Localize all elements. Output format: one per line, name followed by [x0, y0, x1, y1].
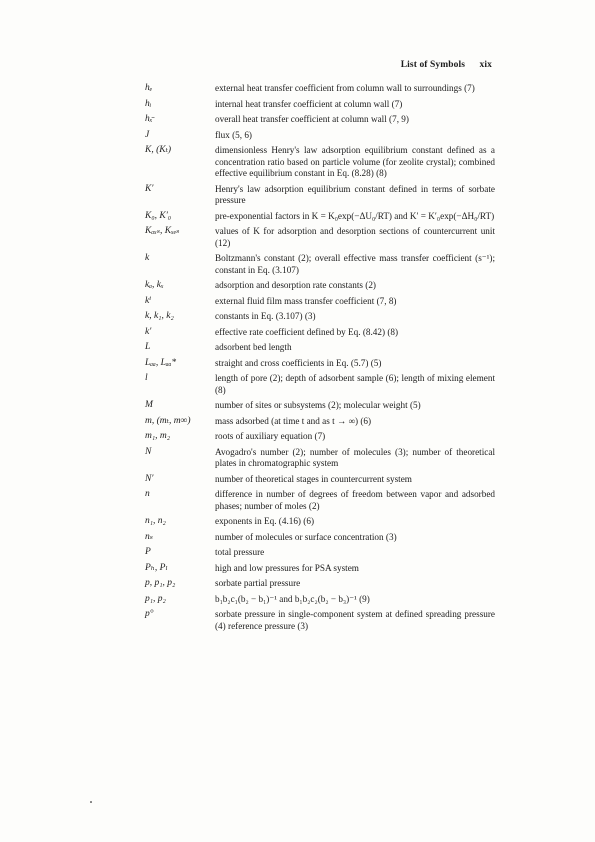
definition: number of molecules or surface concentration (3)	[215, 531, 397, 542]
symbol: K₀, K′₀	[145, 210, 172, 221]
definition: external heat transfer coefficient from column wall to surroundings (7)	[215, 83, 475, 93]
symbol-entry	[145, 130, 495, 142]
symbol-entry	[145, 609, 495, 632]
symbol: K′	[145, 183, 154, 194]
symbol-entry	[145, 416, 495, 428]
definition: length of pore (2); depth of adsorbent sample (6); length of mixing element (8)	[215, 373, 495, 395]
running-head-title: List of Symbols	[400, 60, 466, 70]
definition: values of K for adsorption and desorption sections of countercurrent unit (12)	[215, 226, 495, 248]
symbol: hₓ̵	[145, 114, 153, 124]
definition: difference in number of degrees of freedom between vapor and adsorbed phases; number of moles (2)	[215, 489, 495, 511]
definition: b₁b₂c₁(b₂ − b₁)⁻¹ and b₁b₂c₂(b₂ − b₃)⁻¹ (9)	[215, 593, 370, 604]
symbol-entry	[145, 431, 495, 443]
symbol-entry	[145, 532, 495, 544]
symbol: kₐ, kₓ	[145, 280, 164, 290]
symbol: n	[145, 489, 150, 499]
symbol: p°	[145, 609, 154, 619]
symbol-entry	[145, 145, 495, 180]
definition: sorbate partial pressure	[215, 578, 301, 588]
definition: internal heat transfer coefficient at column wall (7)	[215, 98, 403, 109]
symbol: kⁱ	[145, 295, 152, 306]
symbol: J	[145, 129, 150, 140]
definition: high and low pressures for PSA system	[215, 562, 359, 573]
symbol: m, (mₜ, m∞)	[145, 415, 191, 426]
definition: dimensionless Henry's law adsorption equilibrium constant defined as a concentration ratio based on particle volume (for zeolite crystal); combined effective equilibrium constant in Eq. (8.28) (8)	[215, 145, 495, 178]
symbol: L	[145, 342, 151, 352]
symbol-entry	[145, 474, 495, 486]
symbol-entry	[145, 114, 495, 126]
page-number: xix	[479, 60, 492, 70]
symbol: N	[145, 446, 152, 457]
symbol-entry	[145, 516, 495, 528]
definition: pre-exponential factors in K = K₀exp(−ΔU₀/RT) and K′ = K′₀exp(−ΔH₀/RT)	[215, 210, 495, 221]
symbol-entry	[145, 489, 495, 512]
running-head	[140, 60, 492, 70]
definition: flux (5, 6)	[215, 129, 252, 140]
symbol: M	[145, 400, 153, 410]
symbol: Pₕ, Pₗ	[145, 562, 168, 573]
symbol-entry	[145, 594, 495, 606]
definition: overall heat transfer coefficient at column wall (7, 9)	[215, 114, 409, 124]
symbol: k′	[145, 326, 152, 337]
symbol-entry	[145, 311, 495, 323]
symbol: n₁, n₂	[145, 516, 166, 526]
definition: adsorption and desorption rate constants (2)	[215, 280, 376, 290]
definition: external fluid film mass transfer coefficient (7, 8)	[215, 295, 397, 306]
definition: roots of auxiliary equation (7)	[215, 431, 326, 441]
symbol-entry	[145, 400, 495, 412]
symbol: N′	[145, 473, 154, 484]
symbol: K, (Kₜ)	[145, 145, 172, 155]
symbol: k, k₁, k₂	[145, 311, 174, 321]
symbol: Lₐₐ, Lₐₐ*	[145, 357, 177, 368]
symbol-entry	[145, 253, 495, 276]
symbol: l	[145, 373, 148, 383]
symbol-entry	[145, 184, 495, 207]
symbol: hₑ	[145, 83, 153, 93]
symbol-entry	[145, 373, 495, 396]
symbol-entry	[145, 578, 495, 590]
definition: adsorbent bed length	[215, 342, 292, 352]
definition: exponents in Eq. (4.16) (6)	[215, 516, 314, 526]
definition: Avogadro's number (2); number of molecules (3); number of theoretical plates in chromatographic system	[215, 446, 495, 468]
symbol: hᵢ	[145, 98, 152, 109]
definition: mass adsorbed (at time t and as t → ∞) (6)	[215, 415, 372, 426]
definition: number of theoretical stages in countercurrent system	[215, 473, 412, 484]
symbol-entry	[145, 563, 495, 575]
symbol-entry	[145, 211, 495, 223]
symbol: p₁, p₂	[145, 593, 166, 604]
symbol-entry	[145, 342, 495, 354]
symbol-entry	[145, 280, 495, 292]
symbol: p, p₁, p₂	[145, 578, 176, 588]
symbol: Kₐₓₛ, Kₓₑₛ	[145, 226, 180, 236]
definition: Boltzmann's constant (2); overall effective mass transfer coefficient (s⁻¹); constant in Eq. (3.107)	[215, 253, 495, 275]
symbol-entry	[145, 296, 495, 308]
definition: constants in Eq. (3.107) (3)	[215, 311, 316, 321]
definition: straight and cross coefficients in Eq. (5.7) (5)	[215, 357, 382, 368]
symbol-entry	[145, 83, 495, 95]
definition: effective rate coefficient defined by Eq. (8.42) (8)	[215, 326, 399, 337]
definition: Henry's law adsorption equilibrium constant defined in terms of sorbate pressure	[215, 183, 495, 205]
symbol: k	[145, 253, 150, 263]
definition: number of sites or subsystems (2); molecular weight (5)	[215, 400, 421, 410]
definition: sorbate pressure in single-component system at defined spreading pressure (4) reference pressure (3)	[215, 609, 495, 631]
symbol-list	[145, 83, 495, 636]
symbol-entry	[145, 226, 495, 249]
definition: total pressure	[215, 547, 265, 557]
symbol-entry	[145, 447, 495, 470]
symbol: m₁, m₂	[145, 431, 171, 441]
symbol-entry	[145, 358, 495, 370]
symbol-entry	[145, 547, 495, 559]
symbol-entry	[145, 99, 495, 111]
symbol: P	[145, 547, 151, 557]
symbol: nₛ	[145, 531, 153, 542]
symbol-entry	[145, 327, 495, 339]
speck-mark	[90, 801, 92, 803]
